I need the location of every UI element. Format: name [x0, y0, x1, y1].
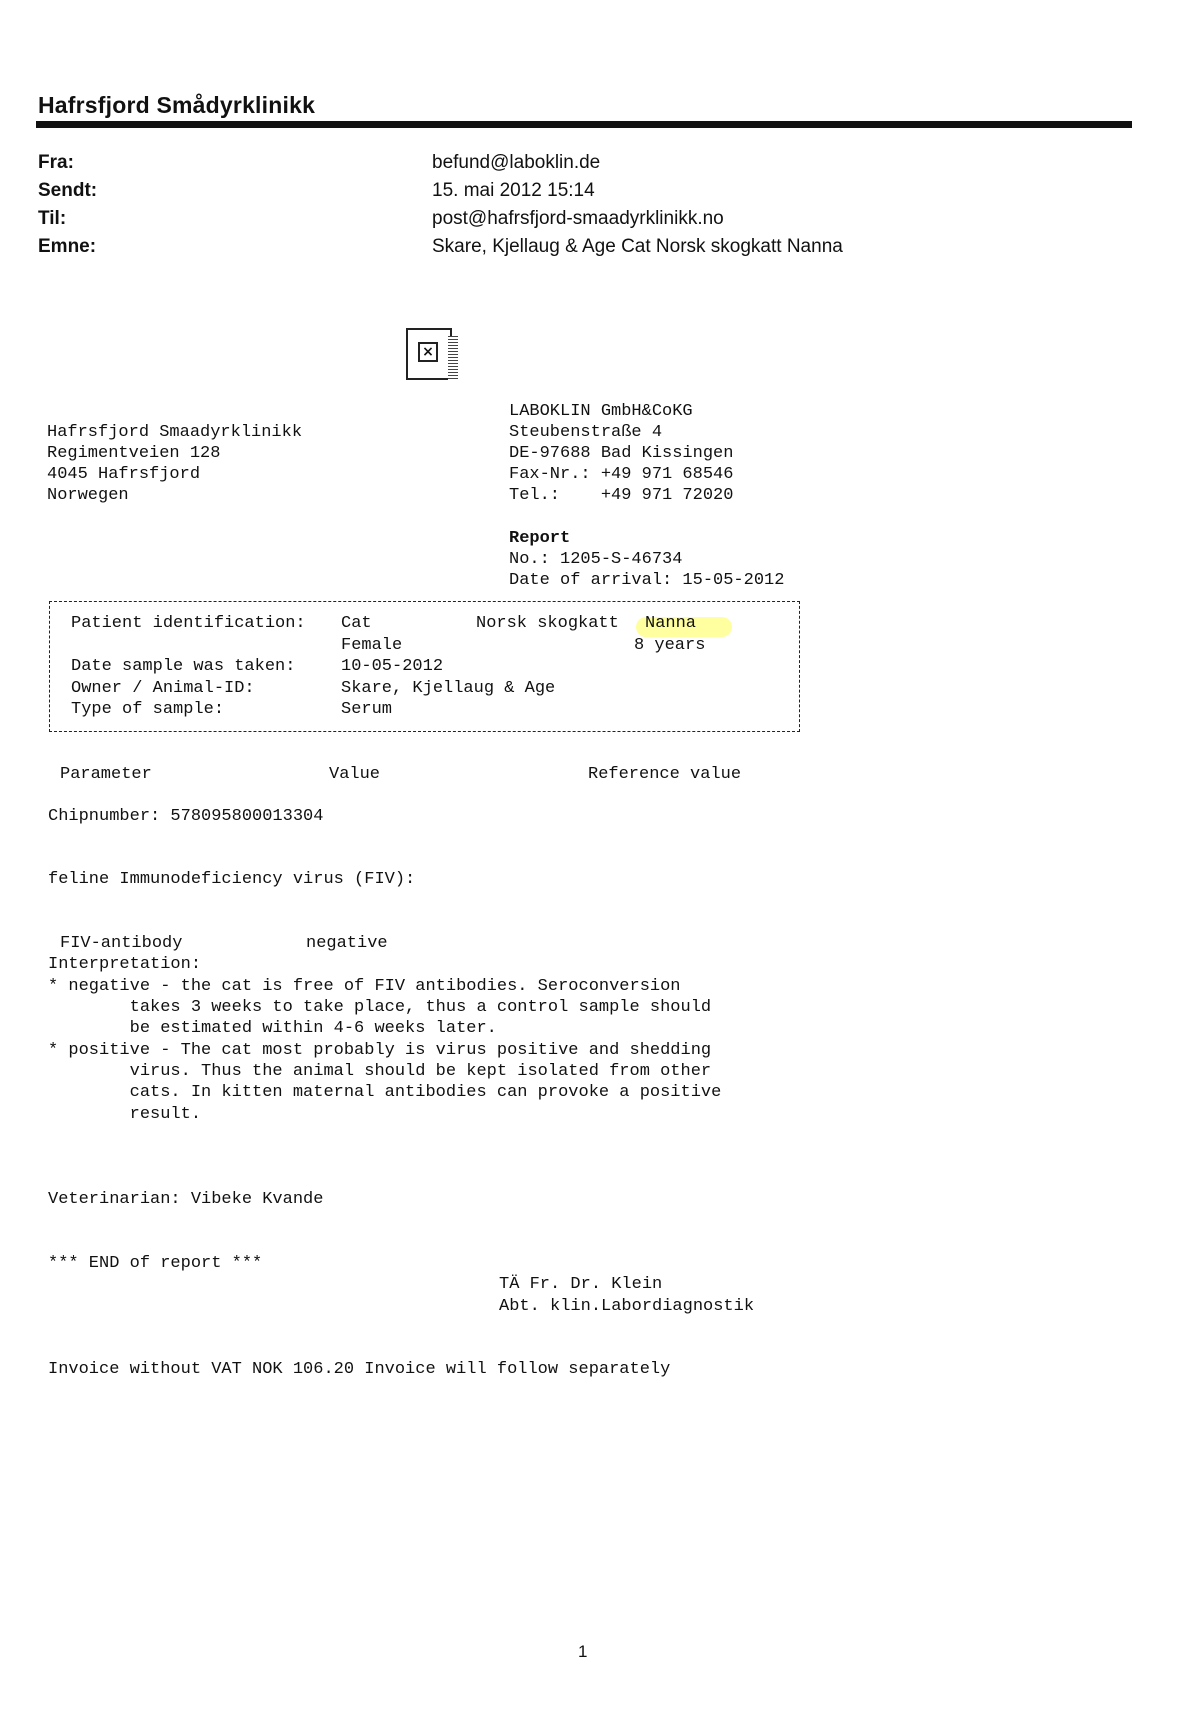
recipient-line-4: Norwegen [47, 486, 129, 505]
interpretation-label: Interpretation: [48, 955, 202, 974]
lab-line-1: LABOKLIN GmbH&CoKG [509, 402, 693, 421]
interpretation-line: * positive - The cat most probably is virus positive and shedding [48, 1041, 712, 1060]
column-value: Value [329, 765, 381, 784]
interpretation-line: takes 3 weeks to take place, thus a control sample should [48, 998, 712, 1017]
image-strip [448, 336, 458, 380]
patient-name: Nanna [645, 614, 697, 633]
end-of-report: *** END of report *** [48, 1254, 263, 1273]
sent-label: Sendt: [38, 180, 98, 201]
sample-date-label: Date sample was taken: [71, 657, 296, 676]
sample-type-label: Type of sample: [71, 700, 225, 719]
lab-line-3: DE-97688 Bad Kissingen [509, 444, 734, 463]
test-name: FIV-antibody [60, 934, 183, 953]
to-value: post@hafrsfjord-smaadyrklinikk.no [432, 208, 724, 229]
patient-sex: Female [341, 636, 403, 655]
owner-label: Owner / Animal-ID: [71, 679, 255, 698]
signer-department: Abt. klin.Labordiagnostik [499, 1297, 755, 1316]
sample-date-value: 10-05-2012 [341, 657, 444, 676]
recipient-line-2: Regimentveien 128 [47, 444, 221, 463]
sent-value: 15. mai 2012 15:14 [432, 180, 595, 201]
email-header-title: Hafrsfjord Smådyrklinikk [38, 92, 316, 118]
section-title: feline Immunodeficiency virus (FIV): [48, 870, 416, 889]
subject-label: Emne: [38, 236, 97, 257]
invoice-note: Invoice without VAT NOK 106.20 Invoice will follow separately [48, 1360, 671, 1379]
test-value: negative [306, 934, 388, 953]
recipient-line-1: Hafrsfjord Smaadyrklinikk [47, 423, 303, 442]
lab-line-5: Tel.: +49 971 72020 [509, 486, 734, 505]
subject-value: Skare, Kjellaug & Age Cat Norsk skogkatt Nanna [432, 236, 843, 257]
interpretation-line: be estimated within 4-6 weeks later. [48, 1019, 497, 1038]
image-x-glyph: × [418, 342, 438, 362]
lab-line-2: Steubenstraße 4 [509, 423, 663, 442]
patient-age: 8 years [634, 636, 706, 655]
recipient-line-3: 4045 Hafrsfjord [47, 465, 201, 484]
from-label: Fra: [38, 152, 74, 173]
from-value: befund@laboklin.de [432, 152, 601, 173]
column-parameter: Parameter [60, 765, 152, 784]
owner-value: Skare, Kjellaug & Age [341, 679, 556, 698]
to-label: Til: [38, 208, 67, 229]
veterinarian: Veterinarian: Vibeke Kvande [48, 1190, 324, 1209]
broken-image-icon [406, 328, 452, 380]
report-label: Report [509, 529, 571, 548]
patient-breed: Norsk skogkatt [476, 614, 619, 633]
page-number: 1 [578, 1642, 588, 1661]
signer-name: TÄ Fr. Dr. Klein [499, 1275, 663, 1294]
chip-number: Chipnumber: 578095800013304 [48, 807, 324, 826]
sample-type-value: Serum [341, 700, 393, 719]
report-number: No.: 1205-S-46734 [509, 550, 683, 569]
patient-species: Cat [341, 614, 372, 633]
interpretation-line: result. [48, 1105, 202, 1124]
interpretation-line: cats. In kitten maternal antibodies can provoke a positive [48, 1083, 722, 1102]
interpretation-line: * negative - the cat is free of FIV antibodies. Seroconversion [48, 977, 681, 996]
header-divider [36, 121, 1132, 128]
interpretation-line: virus. Thus the animal should be kept isolated from other [48, 1062, 712, 1081]
column-reference: Reference value [588, 765, 742, 784]
patient-id-label: Patient identification: [71, 614, 306, 633]
lab-line-4: Fax-Nr.: +49 971 68546 [509, 465, 734, 484]
report-arrival: Date of arrival: 15-05-2012 [509, 571, 785, 590]
